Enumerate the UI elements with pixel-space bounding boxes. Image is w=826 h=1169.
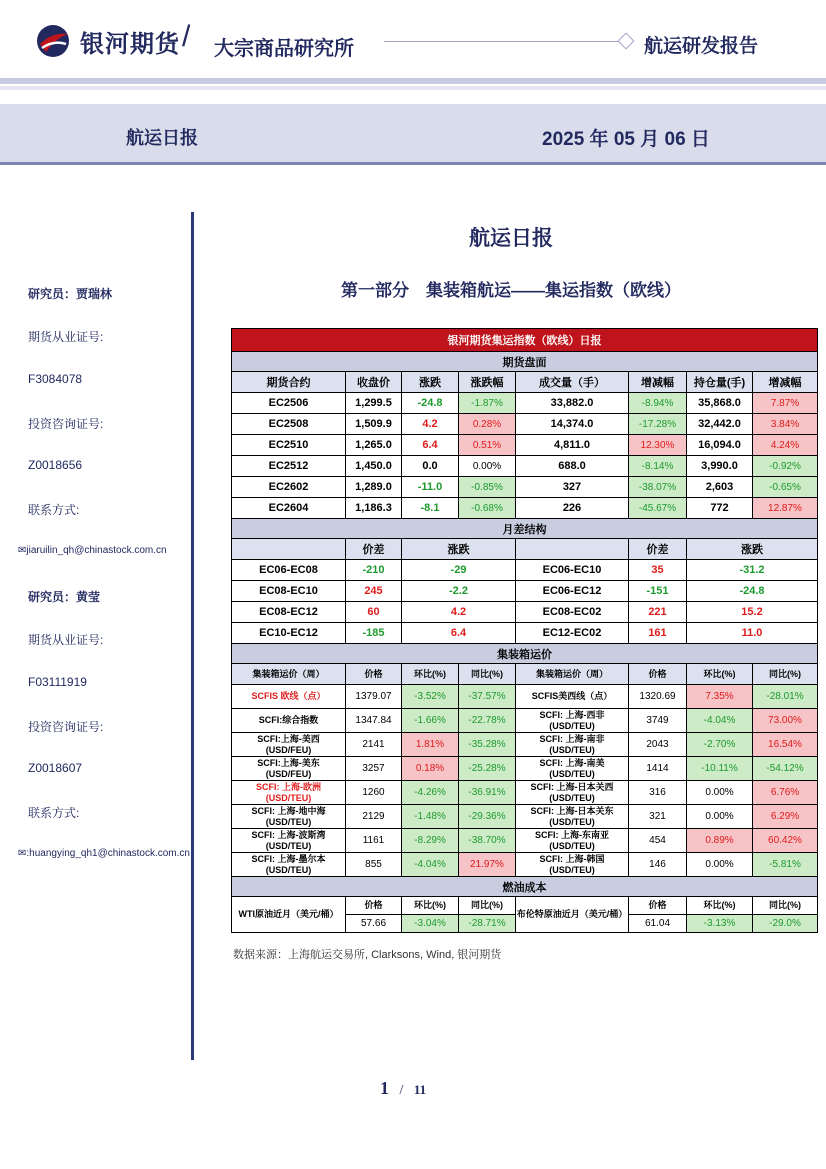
researcher-2-qual-label: 期货从业证号: <box>28 633 104 647</box>
table-cell: SCFIS 欧线（点） <box>232 685 346 709</box>
table-cell: SCFI: 上海-日本关东 (USD/TEU) <box>516 805 629 829</box>
table-cell: 环比(%) <box>402 664 459 685</box>
table-cell: -10.11% <box>687 757 753 781</box>
table-cell: -2.70% <box>687 733 753 757</box>
table-cell: -0.92% <box>753 456 818 477</box>
table-cell: SCFI: 上海-南非 (USD/TEU) <box>516 733 629 757</box>
table-cell: 增减幅 <box>629 372 687 393</box>
table-cell: 454 <box>629 829 687 853</box>
table-cell: 2,603 <box>687 477 753 498</box>
table-cell: 同比(%) <box>459 664 516 685</box>
header-band <box>0 78 826 84</box>
table-cell: 12.30% <box>629 435 687 456</box>
table-cell: -35.28% <box>459 733 516 757</box>
table-cell: 0.0 <box>402 456 459 477</box>
table-cell: 1161 <box>346 829 402 853</box>
table-cell: SCFI: 上海-墨尔本 (USD/TEU) <box>232 853 346 877</box>
brand-name: 银河期货 <box>80 31 180 58</box>
researcher-1-inv-label: 投资咨询证号: <box>28 417 104 431</box>
table-cell: 1,265.0 <box>346 435 402 456</box>
table-cell: -4.04% <box>687 709 753 733</box>
table-cell: -3.04% <box>402 915 459 933</box>
table-cell: 2129 <box>346 805 402 829</box>
table-cell: 327 <box>516 477 629 498</box>
table-cell: 0.00% <box>687 805 753 829</box>
researcher-2-inv-label: 投资咨询证号: <box>28 720 104 734</box>
table-cell: 0.89% <box>687 829 753 853</box>
table-cell: 1,186.3 <box>346 498 402 519</box>
table-cell: 6.4 <box>402 623 516 644</box>
mail-icon: ✉ <box>18 848 27 859</box>
table-cell: 0.00% <box>687 853 753 877</box>
table-row <box>232 435 818 456</box>
table-cell: 0.00% <box>687 781 753 805</box>
table-cell: EC2510 <box>232 435 346 456</box>
table-row <box>232 393 818 414</box>
researcher-1-inv: Z0018656 <box>28 458 83 472</box>
table-cell: 321 <box>629 805 687 829</box>
table-cell: -36.91% <box>459 781 516 805</box>
table-cell: -0.68% <box>459 498 516 519</box>
table-cell: 57.66 <box>346 915 402 933</box>
table-cell: 价格 <box>629 664 687 685</box>
table-cell: 环比(%) <box>402 897 459 915</box>
page-sep: / <box>399 1083 404 1098</box>
table-cell: 4,811.0 <box>516 435 629 456</box>
table-cell: -4.26% <box>402 781 459 805</box>
researcher-2-qual: F03111919 <box>28 675 87 689</box>
table-cell: -28.01% <box>753 685 818 709</box>
table-cell: -0.65% <box>753 477 818 498</box>
header-band-light <box>0 86 826 90</box>
table-cell: EC2602 <box>232 477 346 498</box>
table-cell: -3.13% <box>687 915 753 933</box>
table-cell: -54.12% <box>753 757 818 781</box>
table-cell: 涨跌 <box>687 539 818 560</box>
table-row <box>232 623 818 644</box>
table-cell: SCFI:上海-美东 (USD/FEU) <box>232 757 346 781</box>
researcher-1-email[interactable]: ✉jiaruilin_qh@chinastock.com.cn <box>18 545 167 556</box>
table-cell: -24.8 <box>402 393 459 414</box>
table-row <box>232 414 818 435</box>
table-cell: -24.8 <box>687 581 818 602</box>
table-cell: 期货盘面 <box>232 352 818 372</box>
table-cell: EC2604 <box>232 498 346 519</box>
table-cell: -0.85% <box>459 477 516 498</box>
table-cell: 同比(%) <box>459 897 516 915</box>
table-row <box>232 733 818 757</box>
table-cell: EC06-EC08 <box>232 560 346 581</box>
table-cell: 1320.69 <box>629 685 687 709</box>
table-row <box>232 664 818 685</box>
report-date: 2025 年 05 月 06 日 <box>542 129 710 150</box>
table-cell: 33,882.0 <box>516 393 629 414</box>
table-cell: 6.4 <box>402 435 459 456</box>
table-cell: EC2508 <box>232 414 346 435</box>
table-cell: 集装箱运价（周） <box>516 664 629 685</box>
table-cell: EC2506 <box>232 393 346 414</box>
table-cell: 7.87% <box>753 393 818 414</box>
table-row <box>232 829 818 853</box>
table-row <box>232 685 818 709</box>
researcher-2-contact-label: 联系方式: <box>28 806 80 820</box>
table-cell: -38.07% <box>629 477 687 498</box>
researcher-1-qual-label: 期货从业证号: <box>28 330 104 344</box>
table-cell: 月差结构 <box>232 519 818 539</box>
table-cell: 3257 <box>346 757 402 781</box>
table-cell: 21.97% <box>459 853 516 877</box>
researcher-1-name: 研究员：贾瑞林 <box>28 287 113 301</box>
table-cell: 3,990.0 <box>687 456 753 477</box>
current-page: 1 <box>380 1078 389 1098</box>
table-cell: 60 <box>346 602 402 623</box>
index-table <box>231 328 818 933</box>
table-row <box>232 581 818 602</box>
table-cell: SCFI: 上海-东南亚 (USD/TEU) <box>516 829 629 853</box>
table-cell: SCFI: 上海-西非 (USD/TEU) <box>516 709 629 733</box>
table-cell: 环比(%) <box>687 664 753 685</box>
table-cell: 16,094.0 <box>687 435 753 456</box>
researcher-2-email[interactable]: ✉:huangying_qh1@chinastock.com.cn <box>18 848 190 859</box>
table-row <box>232 329 818 352</box>
sidebar-divider <box>191 212 194 1060</box>
sub-header-line <box>0 162 826 165</box>
researcher-1-contact-label: 联系方式: <box>28 503 80 517</box>
table-cell: EC06-EC10 <box>516 560 629 581</box>
table-cell: 环比(%) <box>687 897 753 915</box>
table-row <box>232 519 818 539</box>
table-cell: 涨跌 <box>402 539 516 560</box>
table-row <box>232 853 818 877</box>
table-cell: 35,868.0 <box>687 393 753 414</box>
total-pages: 11 <box>413 1082 427 1097</box>
table-cell: 16.54% <box>753 733 818 757</box>
table-cell: -28.71% <box>459 915 516 933</box>
institute-name: 大宗商品研究所 <box>214 38 354 60</box>
table-cell: 1414 <box>629 757 687 781</box>
table-cell: 1.81% <box>402 733 459 757</box>
table-cell: EC2512 <box>232 456 346 477</box>
table-cell: -1.48% <box>402 805 459 829</box>
table-cell: -45.67% <box>629 498 687 519</box>
table-cell: 价格 <box>346 897 402 915</box>
table-cell: 7.35% <box>687 685 753 709</box>
table-cell: 1,299.5 <box>346 393 402 414</box>
table-cell: -210 <box>346 560 402 581</box>
table-cell: 收盘价 <box>346 372 402 393</box>
table-cell: SCFI: 上海-波斯湾 (USD/TEU) <box>232 829 346 853</box>
table-cell: -8.14% <box>629 456 687 477</box>
table-cell: 0.28% <box>459 414 516 435</box>
table-cell: -8.1 <box>402 498 459 519</box>
researcher-1-qual: F3084078 <box>28 372 83 386</box>
table-cell: 772 <box>687 498 753 519</box>
table-cell: 期货合约 <box>232 372 346 393</box>
table-cell: 集装箱运价 <box>232 644 818 664</box>
table-cell: 同比(%) <box>753 664 818 685</box>
table-cell: SCFI:综合指数 <box>232 709 346 733</box>
table-cell: -29 <box>402 560 516 581</box>
table-cell: -29.36% <box>459 805 516 829</box>
table-cell: SCFI:上海-美西 (USD/FEU) <box>232 733 346 757</box>
table-row <box>232 897 818 915</box>
table-cell: 316 <box>629 781 687 805</box>
table-cell: 61.04 <box>629 915 687 933</box>
mail-icon: ✉ <box>18 545 27 556</box>
table-cell: -11.0 <box>402 477 459 498</box>
table-cell: 持仓量(手) <box>687 372 753 393</box>
table-cell: 增减幅 <box>753 372 818 393</box>
section-subtitle: 第一部分 集装箱航运——集运指数（欧线） <box>341 281 681 300</box>
header-divider <box>384 41 620 42</box>
researcher-2-inv: Z0018607 <box>28 761 83 775</box>
table-cell: 价格 <box>629 897 687 915</box>
data-source: 数据来源：上海航运交易所, Clarksons, Wind, 银河期货 <box>233 949 502 961</box>
table-row <box>232 781 818 805</box>
table-cell: 73.00% <box>753 709 818 733</box>
table-cell: 161 <box>629 623 687 644</box>
table-cell: 2141 <box>346 733 402 757</box>
table-cell: -3.52% <box>402 685 459 709</box>
table-cell: -1.87% <box>459 393 516 414</box>
table-cell: 14,374.0 <box>516 414 629 435</box>
table-cell: 价差 <box>346 539 402 560</box>
table-row <box>232 477 818 498</box>
report-title: 航运日报 <box>469 227 553 250</box>
company-logo-icon <box>34 24 72 58</box>
table-cell: -22.78% <box>459 709 516 733</box>
table-cell: 1379.07 <box>346 685 402 709</box>
table-cell: 4.24% <box>753 435 818 456</box>
table-cell: 0.51% <box>459 435 516 456</box>
table-cell: 价差 <box>629 539 687 560</box>
table-cell: 1,450.0 <box>346 456 402 477</box>
table-cell: 32,442.0 <box>687 414 753 435</box>
table-cell: 6.29% <box>753 805 818 829</box>
table-cell: -1.66% <box>402 709 459 733</box>
table-cell: 燃油成本 <box>232 877 818 897</box>
table-row <box>232 602 818 623</box>
table-row <box>232 644 818 664</box>
table-cell: 成交量（手） <box>516 372 629 393</box>
table-cell: 11.0 <box>687 623 818 644</box>
table-cell: EC08-EC10 <box>232 581 346 602</box>
table-cell: 涨跌幅 <box>459 372 516 393</box>
daily-label: 航运日报 <box>126 128 198 148</box>
table-row <box>232 805 818 829</box>
table-cell: 3749 <box>629 709 687 733</box>
table-cell: 同比(%) <box>753 897 818 915</box>
table-cell: 1260 <box>346 781 402 805</box>
table-cell: EC12-EC02 <box>516 623 629 644</box>
table-cell: 价格 <box>346 664 402 685</box>
table-row <box>232 560 818 581</box>
table-cell: SCFI: 上海-韩国 (USD/TEU) <box>516 853 629 877</box>
report-type: 航运研发报告 <box>644 36 759 57</box>
table-cell: SCFI: 上海-南美 (USD/TEU) <box>516 757 629 781</box>
table-cell: 1,289.0 <box>346 477 402 498</box>
table-cell: -37.57% <box>459 685 516 709</box>
table-row <box>232 757 818 781</box>
table-cell: 855 <box>346 853 402 877</box>
researcher-2-name: 研究员：黄莹 <box>28 590 101 604</box>
table-cell: 3.84% <box>753 414 818 435</box>
table-row <box>232 709 818 733</box>
table-row <box>232 352 818 372</box>
table-row <box>232 498 818 519</box>
table-cell: 226 <box>516 498 629 519</box>
table-cell: -17.28% <box>629 414 687 435</box>
table-cell: EC10-EC12 <box>232 623 346 644</box>
table-cell: 4.2 <box>402 414 459 435</box>
table-cell: SCFI: 上海-日本关西 (USD/TEU) <box>516 781 629 805</box>
table-cell: -8.94% <box>629 393 687 414</box>
table-row <box>232 456 818 477</box>
table-cell: -5.81% <box>753 853 818 877</box>
table-cell: 1347.84 <box>346 709 402 733</box>
table-cell: 2043 <box>629 733 687 757</box>
table-cell: -29.0% <box>753 915 818 933</box>
table-row <box>232 539 818 560</box>
table-cell: -8.29% <box>402 829 459 853</box>
table-cell: 银河期货集运指数（欧线）日报 <box>232 329 818 352</box>
header-slash: / <box>182 20 191 53</box>
table-cell: 布伦特原油近月（美元/桶） <box>516 897 629 933</box>
table-cell: EC06-EC12 <box>516 581 629 602</box>
table-cell: WTI原油近月（美元/桶） <box>232 897 346 933</box>
table-cell: 15.2 <box>687 602 818 623</box>
table-cell: -151 <box>629 581 687 602</box>
table-cell: 12.87% <box>753 498 818 519</box>
table-cell: 0.00% <box>459 456 516 477</box>
table-cell: -185 <box>346 623 402 644</box>
table-cell: SCFI: 上海-地中海 (USD/TEU) <box>232 805 346 829</box>
table-cell: 245 <box>346 581 402 602</box>
table-cell: 35 <box>629 560 687 581</box>
table-cell: 6.76% <box>753 781 818 805</box>
table-cell: 1,509.9 <box>346 414 402 435</box>
table-cell: -4.04% <box>402 853 459 877</box>
table-row <box>232 877 818 897</box>
table-cell: 146 <box>629 853 687 877</box>
table-cell: 221 <box>629 602 687 623</box>
table-cell <box>516 539 629 560</box>
table-cell: SCFIS美西线（点） <box>516 685 629 709</box>
table-row <box>232 372 818 393</box>
table-cell: -38.70% <box>459 829 516 853</box>
table-cell: 688.0 <box>516 456 629 477</box>
table-cell: 60.42% <box>753 829 818 853</box>
table-cell: -25.28% <box>459 757 516 781</box>
table-cell: EC08-EC12 <box>232 602 346 623</box>
page-number <box>380 1078 426 1099</box>
table-cell: 集装箱运价（周） <box>232 664 346 685</box>
table-cell: EC08-EC02 <box>516 602 629 623</box>
table-cell <box>232 539 346 560</box>
table-cell: SCFI: 上海-欧洲 (USD/TEU) <box>232 781 346 805</box>
table-cell: -31.2 <box>687 560 818 581</box>
table-cell: 涨跌 <box>402 372 459 393</box>
table-cell: 4.2 <box>402 602 516 623</box>
table-cell: -2.2 <box>402 581 516 602</box>
table-cell: 0.18% <box>402 757 459 781</box>
